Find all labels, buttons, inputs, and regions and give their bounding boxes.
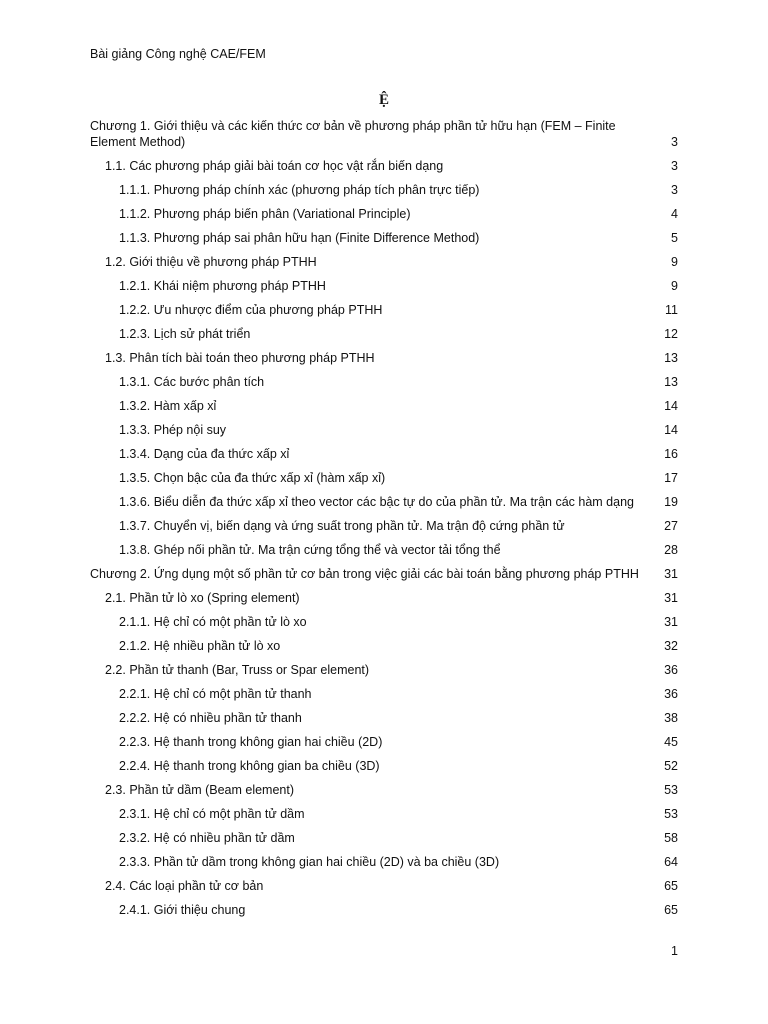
toc-entry[interactable] (90, 566, 678, 582)
toc-entry-page: 3 (671, 183, 678, 197)
toc-entry-text: 1.1. Các phương pháp giải bài toán cơ học vật rắn biến dạng (105, 159, 444, 173)
toc-entry[interactable] (90, 302, 678, 318)
toc-entry[interactable] (90, 542, 678, 558)
toc-entry-text: 2.1.2. Hệ nhiều phần tử lò xo (119, 639, 281, 653)
toc-entry[interactable] (90, 254, 678, 270)
toc-entry-page: 14 (664, 399, 678, 413)
toc-entry-text: 1.3.6. Biểu diễn đa thức xấp xỉ theo vector các bậc tự do của phần tử. Ma trận các hàm dạng (119, 495, 634, 509)
toc-entry-page: 28 (664, 543, 678, 557)
toc-entry-text: 1.3.3. Phép nội suy (119, 423, 227, 437)
toc-entry-text: 2.2.4. Hệ thanh trong không gian ba chiều (3D) (119, 759, 380, 773)
toc-entry-text: 1.1.3. Phương pháp sai phân hữu hạn (Finite Difference Method) (119, 231, 480, 245)
toc-entry[interactable] (90, 734, 678, 750)
toc-entry[interactable] (90, 662, 678, 678)
toc-entry-page: 11 (665, 303, 678, 317)
toc-entry-page: 32 (664, 639, 678, 653)
toc-entry[interactable] (90, 230, 678, 246)
toc-entry[interactable] (90, 686, 678, 702)
toc-entry[interactable] (90, 782, 678, 798)
page-number: 1 (671, 944, 678, 958)
toc-entry[interactable] (90, 518, 678, 534)
toc-entry-page: 65 (664, 879, 678, 893)
running-header: Bài giảng Công nghệ CAE/FEM (90, 47, 266, 61)
toc-entry-page: 9 (671, 279, 678, 293)
toc-entry-text: 1.2.2. Ưu nhược điểm của phương pháp PTHH (119, 303, 383, 317)
toc-entry-text: 2.3.1. Hệ chỉ có một phần tử dầm (119, 807, 305, 821)
toc-entry[interactable] (90, 830, 678, 846)
toc-entry-page: 4 (671, 207, 678, 221)
toc-entry-page: 13 (664, 375, 678, 389)
toc-entry[interactable] (90, 374, 678, 390)
toc-entry[interactable] (90, 398, 678, 414)
toc-entry-text: Chương 1. Giới thiệu và các kiến thức cơ bản về phương pháp phần tử hữu hạn (FEM – Finite Element Method) (90, 119, 616, 149)
toc-entry-page: 14 (664, 423, 678, 437)
toc-entry[interactable] (90, 638, 678, 654)
toc-entry-text: 1.3.1. Các bước phân tích (119, 375, 265, 389)
toc-entry[interactable] (90, 182, 678, 198)
toc-entry-page: 31 (664, 567, 678, 581)
toc-entry-page: 13 (664, 351, 678, 365)
toc-entry-page: 45 (664, 735, 678, 749)
toc-entry-text: 1.1.2. Phương pháp biến phân (Variational Principle) (119, 207, 411, 221)
toc-entry[interactable] (90, 710, 678, 726)
toc-entry[interactable] (90, 806, 678, 822)
toc-entry[interactable] (90, 758, 678, 774)
toc-entry-page: 9 (671, 255, 678, 269)
toc-entry-page: 38 (664, 711, 678, 725)
toc-entry[interactable] (90, 350, 678, 366)
toc-entry-text: 1.2.3. Lịch sử phát triển (119, 327, 251, 341)
toc-entry[interactable] (90, 878, 678, 894)
toc-entry-text: 1.2. Giới thiệu về phương pháp PTHH (105, 255, 317, 269)
toc-entry-page: 65 (664, 903, 678, 917)
toc-entry-text: 2.1.1. Hệ chỉ có một phần tử lò xo (119, 615, 307, 629)
toc-entry[interactable] (90, 590, 678, 606)
toc-entry-text: 2.1. Phần tử lò xo (Spring element) (105, 591, 300, 605)
toc-entry-text: Chương 2. Ứng dụng một số phần tử cơ bản trong việc giải các bài toán bằng phương pháp PTHH (90, 567, 639, 581)
table-of-contents (90, 118, 678, 918)
toc-entry-text: 2.2.1. Hệ chỉ có một phần tử thanh (119, 687, 312, 701)
toc-entry-text: 2.3. Phần tử dầm (Beam element) (105, 783, 295, 797)
toc-entry-page: 36 (664, 687, 678, 701)
toc-entry[interactable] (90, 326, 678, 342)
toc-entry-page: 27 (664, 519, 678, 533)
toc-entry[interactable] (90, 470, 678, 486)
toc-entry[interactable] (90, 206, 678, 222)
toc-entry[interactable] (90, 854, 678, 870)
toc-entry[interactable] (90, 118, 678, 150)
toc-entry[interactable] (90, 158, 678, 174)
toc-entry[interactable] (90, 614, 678, 630)
toc-title: Ệ (378, 92, 389, 108)
toc-entry-page: 53 (664, 783, 678, 797)
toc-entry-text: 2.2.3. Hệ thanh trong không gian hai chiều (2D) (119, 735, 383, 749)
toc-entry-page: 17 (664, 471, 678, 485)
toc-entry-page: 31 (664, 615, 678, 629)
toc-entry-text: 1.3.4. Dạng của đa thức xấp xỉ (119, 447, 290, 461)
toc-entry-page: 58 (664, 831, 678, 845)
toc-entry-text: 2.3.3. Phần tử dầm trong không gian hai chiều (2D) và ba chiều (3D) (119, 855, 500, 869)
toc-entry[interactable] (90, 422, 678, 438)
toc-entry-page: 64 (664, 855, 678, 869)
toc-entry-text: 2.2. Phần tử thanh (Bar, Truss or Spar element) (105, 663, 370, 677)
toc-entry[interactable] (90, 278, 678, 294)
toc-entry-page: 53 (664, 807, 678, 821)
toc-entry-page: 12 (664, 327, 678, 341)
toc-entry-page: 16 (664, 447, 678, 461)
toc-entry-text: 2.2.2. Hệ có nhiều phần tử thanh (119, 711, 302, 725)
toc-entry-text: 1.2.1. Khái niệm phương pháp PTHH (119, 279, 326, 293)
toc-entry-page: 19 (664, 495, 678, 509)
toc-entry-page: 3 (671, 159, 678, 173)
toc-entry-text: 1.3.5. Chọn bậc của đa thức xấp xỉ (hàm xấp xỉ) (119, 471, 386, 485)
toc-entry-text: 2.3.2. Hệ có nhiều phần tử dầm (119, 831, 295, 845)
toc-entry-page: 5 (671, 231, 678, 245)
toc-entry-page: 36 (664, 663, 678, 677)
toc-entry-page: 52 (664, 759, 678, 773)
toc-entry-text: 1.3.7. Chuyển vị, biến dạng và ứng suất trong phần tử. Ma trận độ cứng phần tử (119, 519, 565, 533)
toc-entry[interactable] (90, 902, 678, 918)
toc-entry-page: 31 (664, 591, 678, 605)
toc-entry-text: 2.4. Các loại phần tử cơ bản (105, 879, 264, 893)
toc-entry-text: 1.3.8. Ghép nối phần tử. Ma trận cứng tổng thể và vector tải tổng thể (119, 543, 501, 557)
toc-entry-text: 2.4.1. Giới thiệu chung (119, 903, 246, 917)
toc-entry-text: 1.1.1. Phương pháp chính xác (phương pháp tích phân trực tiếp) (119, 183, 480, 197)
toc-entry[interactable] (90, 446, 678, 462)
toc-entry-text: 1.3. Phân tích bài toán theo phương pháp PTHH (105, 351, 375, 365)
toc-entry-page: 3 (671, 135, 678, 149)
toc-entry[interactable] (90, 494, 678, 510)
toc-entry-text: 1.3.2. Hàm xấp xỉ (119, 399, 217, 413)
